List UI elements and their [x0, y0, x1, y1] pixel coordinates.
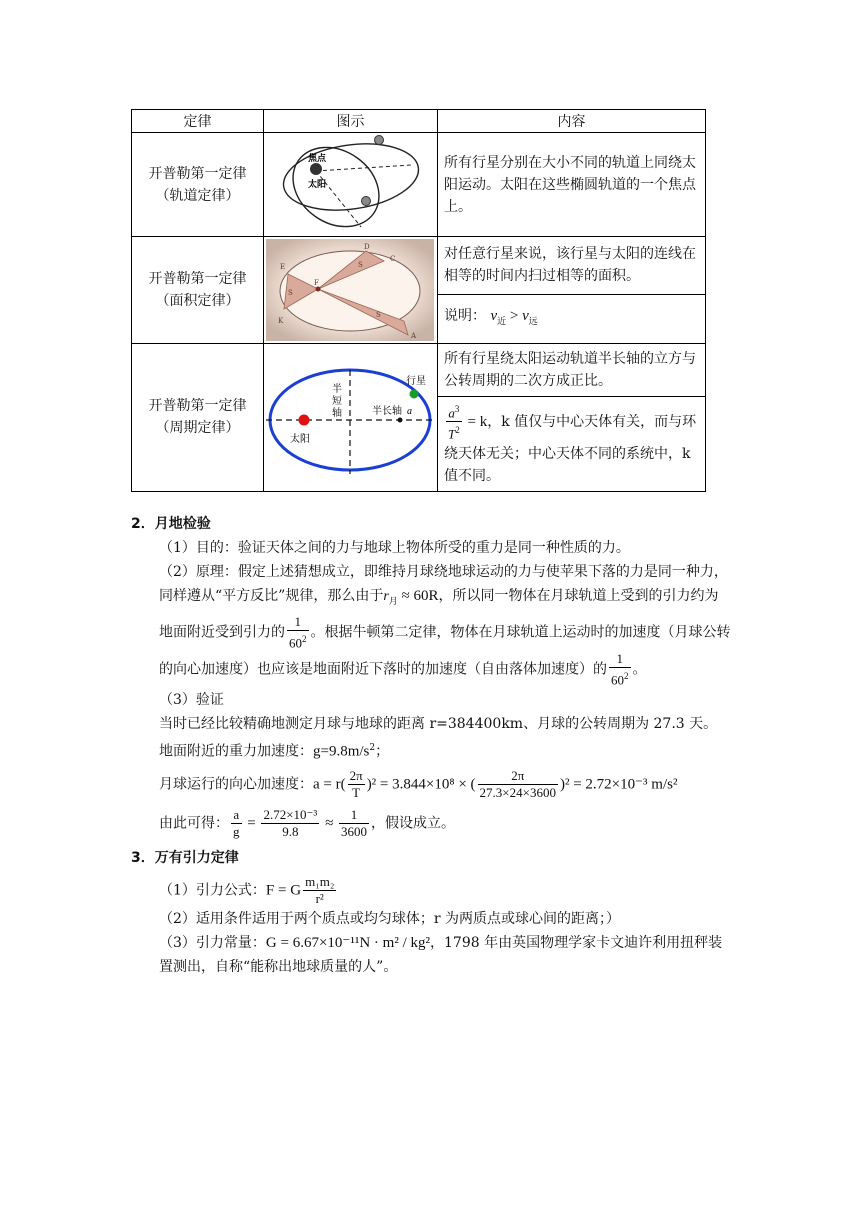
fig-label: 短 [332, 396, 342, 408]
frac-den: T [352, 785, 361, 801]
centripetal-a: a = r( [313, 776, 346, 793]
fig-label: C [390, 255, 396, 263]
law-name-cell [132, 237, 264, 344]
fig-label: A [411, 332, 417, 340]
result-end: ，假设成立。 [371, 815, 456, 832]
centripetal-mid: )² = 3.844×10⁸ × ( [366, 776, 476, 793]
paragraph: （3）验证 [159, 692, 224, 709]
fig-label: 轴 [332, 408, 342, 420]
centripetal-label: 月球运行的向心加速度： [159, 776, 313, 793]
note-prefix: 说明： [444, 308, 486, 325]
paragraph [131, 768, 731, 801]
frac-den: 9.8 [282, 824, 299, 840]
fig-label: F [314, 279, 319, 287]
p2-r: r [383, 589, 389, 604]
formula-label: （1）引力公式： [159, 882, 266, 899]
centripetal-end: )² = 2.72×10⁻³ m/s² [559, 776, 678, 793]
law-name-cell [132, 344, 264, 492]
paragraph: （1）目的：验证天体之间的力与地球上物体所受的重力是同一种性质的力。 [159, 540, 630, 556]
header-figure: 图示 [264, 110, 438, 133]
fig-label: S [288, 289, 293, 297]
p2-text-d: 。 [632, 661, 647, 678]
note-v1: v [490, 308, 498, 325]
paragraph [131, 736, 731, 764]
law-name: 开普勒第一定律 [148, 271, 247, 287]
table-row [132, 133, 706, 237]
frac-den: g [233, 824, 240, 840]
frac-num: 1 [609, 651, 631, 668]
law-content: 所有行星绕太阳运动轨道半长轴的立方与公转周期的二次方成正比。 [438, 344, 706, 397]
formula-num: a [448, 405, 455, 421]
header-law: 定律 [132, 110, 264, 133]
formula-den: T [448, 426, 456, 442]
section-title: 3．万有引力定律 [131, 850, 239, 866]
fig-label: 太阳 [290, 434, 310, 446]
fraction [231, 807, 242, 840]
paragraph [131, 560, 731, 688]
law-name: 开普勒第一定律 [148, 165, 247, 182]
frac-num: m₁m₂ [305, 874, 335, 889]
constant-text: ，1798 年由英国物理学家卡文迪许利用扭秤装置测出，自称“能称出地球质量的人”。 [159, 935, 723, 975]
equal-area-diagram [266, 239, 434, 341]
law-content: 对任意行星来说，该行星与太阳的连线在相等的时间内扫过相等的面积。 [438, 237, 706, 295]
gravity-value: g=9.8m/s [313, 744, 370, 761]
note-gt: > [506, 308, 523, 325]
frac-den: 27.3×24×3600 [479, 785, 556, 801]
fig-label: 行星 [406, 376, 426, 388]
result-eq: = [243, 815, 260, 832]
law-name: 开普勒第一定律 [148, 398, 247, 415]
fraction [348, 768, 365, 801]
p2-text-a: （2）原理：假定上述猜想成立，即维持月球绕地球运动的力与使苹果下落的力是同一种力，同样遵从“平方反比”规律，那么由于 [159, 564, 728, 604]
note-sub1: 近 [497, 316, 507, 327]
frac-num: a [231, 807, 242, 824]
fig-label: 焦点 [308, 154, 327, 164]
result-label: 由此可得： [159, 815, 229, 832]
fraction-1-over-60sq [609, 651, 631, 688]
gravity-end: ； [375, 744, 390, 761]
formula-lhs: F = G [265, 882, 302, 899]
law-subname: （面积定律） [155, 293, 240, 309]
frac-den: 60 [611, 672, 624, 688]
paragraph [131, 874, 731, 907]
section-moon-earth-test [131, 512, 731, 840]
formula-fraction [446, 401, 462, 443]
table-row [132, 344, 706, 397]
fig-label: 太阳 [308, 180, 327, 190]
figure-cell [264, 344, 438, 492]
p2-text-b: ，所以同一物体在月球轨道上受到的引力约为地面附近受到引力的 [159, 588, 719, 641]
fig-label: 半 [332, 384, 342, 396]
formula-eq: = k [463, 413, 488, 430]
table-header-row [132, 110, 706, 133]
fig-label: 半长轴 [372, 406, 402, 418]
fraction [261, 807, 319, 840]
formula-num-exp: 3 [454, 404, 460, 414]
law-subname: （轨道定律） [155, 187, 240, 204]
fig-label: S [376, 311, 381, 319]
result-approx: ≈ [321, 815, 338, 832]
fig-label: S [358, 261, 363, 269]
period-law-diagram [266, 356, 434, 478]
law-note [438, 294, 706, 343]
fig-label: K [278, 317, 284, 325]
frac-num: 2π [478, 768, 558, 785]
fraction-1-over-60sq [287, 614, 309, 651]
fraction [303, 874, 336, 907]
p2-text-c: 。根据牛顿第二定律，物体在月球轨道上运动时的加速度（月球公转的向心加速度）也应该是地面附近下落时的加速度（自由落体加速度）的 [159, 624, 731, 678]
p2-r-sub: 月 [388, 596, 398, 607]
header-content: 内容 [438, 110, 706, 133]
gravity-label: 地面附近的重力加速度： [159, 744, 313, 761]
frac-num: 2.72×10⁻³ [263, 807, 318, 823]
paragraph: 当时已经比较精确地测定月球与地球的距离 r=384400km、月球的公转周期为 27.3 天。 [159, 716, 718, 733]
gravity-exp: 2 [369, 743, 376, 754]
frac-num: 1 [287, 614, 309, 631]
frac-den: r² [315, 891, 324, 906]
kepler-laws-table [131, 109, 706, 492]
formula-den-exp: 2 [455, 425, 460, 436]
fig-label: E [280, 263, 286, 271]
orbit-ellipses-diagram [266, 135, 434, 234]
figure-cell [264, 133, 438, 237]
fig-label: a [407, 406, 412, 418]
law-formula-cell [438, 397, 706, 492]
law-name-cell [132, 133, 264, 237]
law-subname: （周期定律） [155, 420, 240, 437]
paragraph [131, 807, 731, 840]
note-v2: v [522, 308, 529, 325]
frac-den-exp: 2 [624, 671, 629, 682]
section-universal-gravitation [131, 846, 731, 979]
frac-num: 2π [349, 768, 363, 784]
formula-text: ，k 值仅与中心天体有关，而与环绕天体无关；中心天体不同的系统中，k 值不同。 [444, 413, 697, 484]
paragraph: （2）适用条件适用于两个质点或均匀球体；r 为两质点或球心间的距离；） [159, 911, 621, 927]
constant-formula: G = 6.67×10⁻¹¹N · m² / kg² [265, 935, 430, 951]
fig-label: D [364, 243, 370, 251]
table-row [132, 237, 706, 295]
figure-cell [264, 237, 438, 344]
section-title: 2．月地检验 [131, 516, 211, 532]
constant-label: （3）引力常量： [159, 935, 266, 951]
note-formula [490, 308, 538, 327]
law-content: 所有行星分别在大小不同的轨道上同绕太阳运动。太阳在这些椭圆轨道的一个焦点上。 [438, 133, 706, 237]
note-sub2: 远 [528, 316, 538, 327]
frac-den: 3600 [341, 824, 368, 840]
frac-num: 1 [339, 807, 369, 824]
p2-approx: ≈ 60R [397, 588, 439, 604]
frac-den: 60 [289, 635, 302, 651]
frac-den-exp: 2 [302, 633, 307, 644]
paragraph [131, 931, 731, 979]
fraction [339, 807, 369, 840]
fraction [478, 768, 558, 801]
